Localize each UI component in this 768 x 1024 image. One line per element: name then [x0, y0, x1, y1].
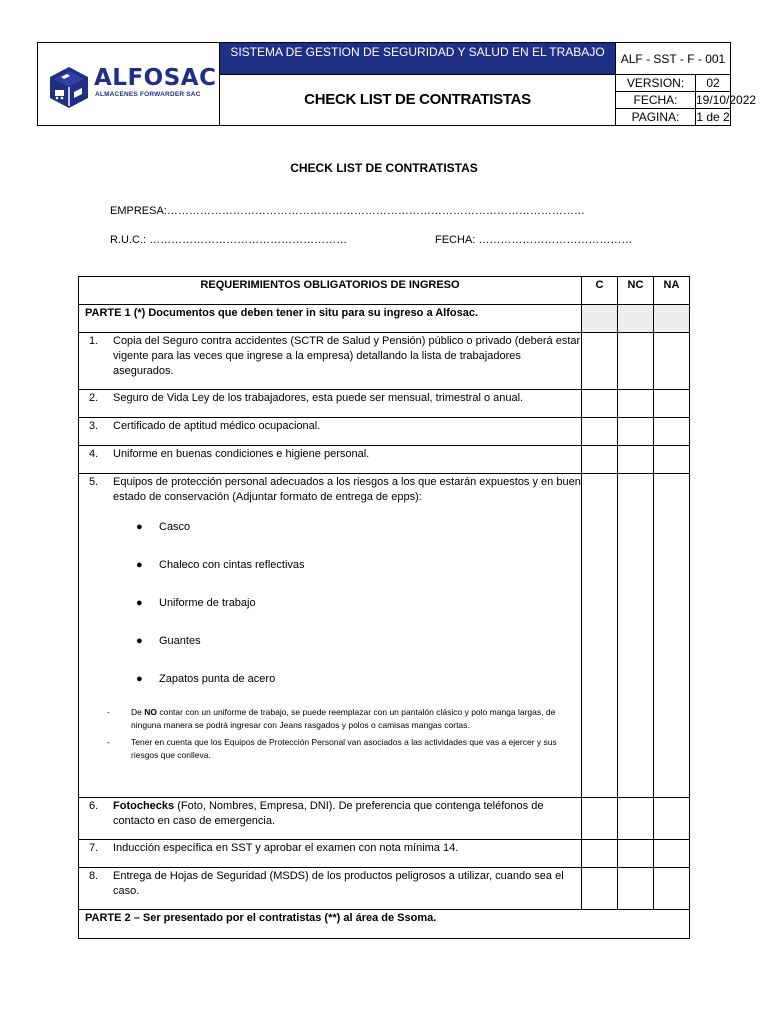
epp-note	[107, 736, 571, 762]
epp-label: Uniforme de trabajo	[159, 597, 256, 609]
item-text: Inducción específica en SST y aprobar el examen con nota mínima 14.	[113, 842, 459, 854]
requirement-item	[79, 418, 582, 445]
item-number: 2.	[89, 392, 99, 404]
meta-date	[616, 92, 757, 109]
bullet-icon: ●	[136, 559, 143, 571]
check-c[interactable]	[582, 798, 618, 839]
table-row	[79, 798, 689, 840]
document-meta	[616, 75, 757, 126]
document-title: CHECK LIST DE CONTRATISTAS	[290, 161, 478, 175]
meta-value: 02	[706, 76, 720, 90]
bullet-icon: ●	[136, 635, 143, 647]
table-row	[79, 474, 689, 798]
item-number: 6.	[89, 800, 99, 812]
item-text: Copia del Seguro contra accidentes (SCTR de Salud y Pensión) público o privado (deberá estar vigente para las veces que ingrese a la empresa) detallando la lista de trabajadores asegurados.	[113, 335, 581, 377]
col-na-header: NA	[663, 279, 680, 291]
check-nc[interactable]	[618, 446, 654, 473]
check-nc[interactable]	[618, 840, 654, 867]
header-title: CHECK LIST DE CONTRATISTAS	[220, 75, 616, 125]
requirement-item	[79, 840, 582, 867]
item-number: 8.	[89, 870, 99, 882]
dash-icon: -	[107, 737, 110, 747]
part2-row	[79, 910, 689, 938]
document-header	[37, 42, 757, 126]
bullet-icon: ●	[136, 673, 143, 685]
check-nc	[618, 305, 654, 332]
table-row	[79, 446, 689, 474]
uniform-note	[107, 706, 571, 732]
check-c	[582, 305, 618, 332]
epp-label: Zapatos punta de acero	[159, 673, 276, 685]
check-nc[interactable]	[618, 474, 654, 797]
item-number: 7.	[89, 842, 99, 854]
table-row	[79, 840, 689, 868]
item-text: Equipos de protección personal adecuados a los riesgos a los que estarán expuestos y en buen estado de conservación (Adjuntar formato de entrega de epps):	[113, 476, 581, 503]
document-code: ALF - SST - F - 001	[616, 43, 730, 75]
meta-page	[616, 109, 730, 126]
item-text: (Foto, Nombres, Empresa, DNI). De preferencia que contenga teléfonos de contacto en caso de emergencia.	[113, 800, 544, 827]
check-c[interactable]	[582, 333, 618, 389]
col-nc-header: NC	[618, 277, 654, 304]
check-c[interactable]	[582, 446, 618, 473]
item-emphasis: Fotochecks	[113, 800, 175, 812]
check-nc[interactable]	[618, 868, 654, 909]
check-nc[interactable]	[618, 798, 654, 839]
part1-row	[79, 305, 689, 333]
dash-icon: -	[107, 707, 110, 717]
check-c[interactable]	[582, 474, 618, 797]
check-na[interactable]	[654, 333, 689, 389]
epp-label: Casco	[159, 521, 191, 533]
checklist-table	[78, 276, 690, 939]
meta-value: 1 de 2	[696, 110, 730, 124]
check-na[interactable]	[654, 418, 689, 445]
item-text: Seguro de Vida Ley de los trabajadores, esta puede ser mensual, trimestral o anual.	[113, 392, 524, 404]
item-number: 5.	[89, 476, 99, 488]
logo-tagline: ALMACENES FORWARDER SAC	[95, 91, 201, 98]
requirement-item	[79, 474, 582, 797]
fecha-field[interactable]: FECHA: ……………………………………	[435, 234, 633, 246]
meta-label: PAGINA:	[616, 109, 696, 125]
meta-value: 19/10/2022	[696, 93, 757, 107]
item-number: 1.	[89, 335, 99, 347]
table-row	[79, 868, 689, 910]
note-emphasis: NO	[144, 707, 157, 717]
col-c-header: C	[582, 277, 618, 304]
check-c[interactable]	[582, 390, 618, 417]
logo-cell	[38, 43, 220, 125]
requirements-header: REQUERIMIENTOS OBLIGATORIOS DE INGRESO	[79, 277, 582, 304]
requirement-item	[79, 333, 582, 389]
item-number: 3.	[89, 420, 99, 432]
note-text: Tener en cuenta que los Equipos de Protección Personal van asociados a las actividades que vas a ejercer y sus riesgos que conlleva.	[131, 737, 557, 760]
epp-label: Chaleco con cintas reflectivas	[159, 559, 305, 571]
check-na	[654, 305, 689, 332]
item-text: Entrega de Hojas de Seguridad (MSDS) de los productos peligrosos a utilizar, cuando sea el caso.	[113, 870, 564, 897]
item-text: Certificado de aptitud médico ocupacional.	[113, 420, 321, 432]
meta-label: VERSION:	[616, 75, 696, 91]
requirement-item	[79, 798, 582, 839]
check-na[interactable]	[654, 868, 689, 909]
check-na[interactable]	[654, 446, 689, 473]
requirement-item	[79, 390, 582, 417]
empresa-field[interactable]: EMPRESA:……………………………………………………………………………………………………	[110, 205, 585, 217]
check-nc[interactable]	[618, 390, 654, 417]
note-text: contar con un uniforme de trabajo, se puede reemplazar con un pantalón clásico y polo manga largas, de ninguna manera se podrá ingresar con Jeans rasgados y polos o camisas mangas cortas.	[131, 707, 556, 730]
check-c[interactable]	[582, 418, 618, 445]
note-text: De	[131, 707, 145, 717]
requirement-item	[79, 868, 582, 909]
item-number: 4.	[89, 448, 99, 460]
item-text: Uniforme en buenas condiciones e higiene personal.	[113, 448, 370, 460]
meta-label: FECHA:	[616, 92, 696, 108]
bullet-icon: ●	[136, 521, 143, 533]
check-na[interactable]	[654, 798, 689, 839]
table-row	[79, 390, 689, 418]
part2-heading: PARTE 2 – Ser presentado por el contratistas (**) al área de Ssoma.	[85, 912, 437, 924]
logo-name: ALFOSAC	[94, 65, 217, 91]
check-na[interactable]	[654, 840, 689, 867]
check-c[interactable]	[582, 840, 618, 867]
table-header-row	[79, 277, 689, 305]
table-row	[79, 333, 689, 390]
bullet-icon: ●	[136, 597, 143, 609]
requirement-item	[79, 446, 582, 473]
check-na[interactable]	[654, 474, 689, 797]
alfosac-logo-icon	[47, 65, 91, 109]
ruc-field[interactable]: R.U.C.: ………………………………………………	[110, 234, 348, 246]
check-na[interactable]	[654, 390, 689, 417]
check-nc[interactable]	[618, 418, 654, 445]
table-row	[79, 418, 689, 446]
check-nc[interactable]	[618, 333, 654, 389]
part1-heading: PARTE 1 (*) Documentos que deben tener in situ para su ingreso a Alfosac.	[79, 305, 582, 332]
check-c[interactable]	[582, 868, 618, 909]
epp-label: Guantes	[159, 635, 201, 647]
meta-version	[616, 75, 730, 92]
system-banner: SISTEMA DE GESTION DE SEGURIDAD Y SALUD EN EL TRABAJO	[220, 43, 616, 75]
